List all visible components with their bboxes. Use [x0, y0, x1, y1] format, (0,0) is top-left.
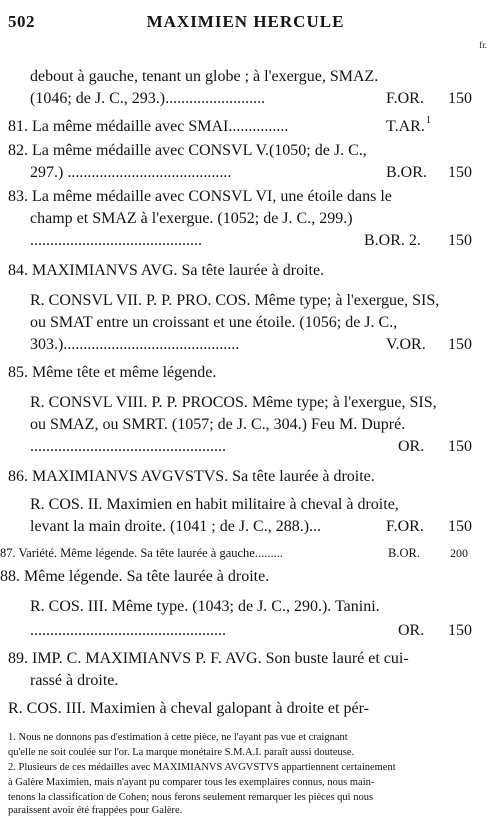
price: 200	[450, 546, 468, 560]
catalog-line	[0, 566, 491, 588]
metal-grade: B.OR.	[388, 546, 420, 560]
catalog-line	[0, 260, 491, 282]
catalog-line	[0, 516, 491, 538]
line-text: 85. Même tête et même légende.	[8, 364, 217, 381]
footnote-line: qu'elle ne soit coulée sur l'or. La marque monétaire S.M.A.I. paraît aussi douteuse.	[8, 747, 355, 758]
footnote-line: à Galère Maximien, mais n'ayant pu comparer tous les exemplaires connus, nous main-	[8, 777, 375, 788]
price: 150	[448, 164, 472, 181]
catalog-line	[0, 312, 491, 334]
catalog-line	[0, 542, 491, 564]
footnote-ref: 1	[426, 115, 431, 126]
catalog-line	[0, 436, 491, 458]
line-text: 82. La même médaille avec CONSVL V.(1050; de J. C.,	[8, 142, 367, 159]
line-text: 83. La même médaille avec CONSVL VI, une étoile dans le	[8, 188, 392, 205]
line-text: .................................................	[30, 622, 226, 639]
catalog-line	[0, 116, 491, 138]
line-text: R. COS. III. Même type. (1043; de J. C., 290.). Tanini.	[30, 598, 380, 615]
catalog-line	[0, 140, 491, 162]
column-label-francs: fr.	[479, 40, 487, 50]
price: 150	[448, 336, 472, 353]
line-text: 88. Même légende. Sa tête laurée à droite.	[0, 568, 270, 585]
catalog-line	[0, 620, 491, 642]
catalog-line	[0, 466, 491, 488]
catalog-line	[0, 362, 491, 384]
metal-grade: F.OR.	[386, 518, 424, 535]
metal-grade: OR.	[398, 438, 425, 455]
page-number: 502	[8, 12, 35, 31]
page-title: MAXIMIEN HERCULE	[146, 12, 345, 31]
footnote-line: paraissent avoir été frappées pour Galère.	[8, 805, 183, 816]
catalog-line	[0, 290, 491, 312]
metal-grade: B.OR. 2.	[364, 232, 421, 249]
price: 150	[448, 232, 472, 249]
line-text: R. COS. II. Maximien en habit militaire à cheval à droite,	[30, 496, 399, 513]
line-text: levant la main droite. (1041 ; de J. C., 288.)...	[30, 518, 322, 535]
line-text: 87. Variété. Même légende. Sa tête laurée à gauche.........	[0, 546, 283, 560]
line-text: 297.) .........................................	[30, 164, 232, 181]
footnote-line: 1. Nous ne donnons pas d'estimation à cette pièce, ne l'ayant pas vue et craignant	[8, 732, 348, 743]
line-text: R. COS. III. Maximien à cheval galopant à droite et pér-	[8, 700, 369, 717]
line-text: 81. La même médaille avec SMAI...............	[8, 118, 289, 135]
line-text: 89. IMP. C. MAXIMIANVS P. F. AVG. Son buste lauré et cui-	[8, 650, 409, 667]
line-text: ...........................................	[30, 232, 202, 249]
metal-grade: B.OR.	[386, 164, 427, 181]
line-text: (1046; de J. C., 293.).........................	[30, 90, 266, 107]
catalog-line	[0, 648, 491, 670]
catalog-line	[0, 66, 491, 88]
catalog-line	[0, 414, 491, 436]
metal-grade: F.OR.	[386, 90, 424, 107]
line-text: ou SMAZ, ou SMRT. (1057; de J. C., 304.) Feu M. Dupré.	[30, 416, 406, 433]
catalog-line	[0, 186, 491, 208]
catalog-line	[0, 494, 491, 516]
catalog-line	[0, 230, 491, 252]
metal-grade: OR.	[398, 622, 425, 639]
catalog-line	[0, 88, 491, 110]
line-text: rassé à droite.	[30, 672, 119, 689]
line-text: 303.)............................................	[30, 336, 240, 353]
line-text: R. CONSVL VII. P. P. PRO. COS. Même type; à l'exergue, SIS,	[30, 292, 440, 309]
price: 150	[448, 622, 472, 639]
catalog-line	[0, 162, 491, 184]
price: 150	[448, 438, 472, 455]
catalog-line	[0, 670, 491, 692]
line-text: 84. MAXIMIANVS AVG. Sa tête laurée à droite.	[8, 262, 325, 279]
line-text: 86. MAXIMIANVS AVGVSTVS. Sa tête laurée à droite.	[8, 468, 375, 485]
catalog-line	[0, 334, 491, 356]
catalog-line	[0, 208, 491, 230]
catalog-line	[0, 392, 491, 414]
line-text: champ et SMAZ à l'exergue. (1052; de J. C., 299.)	[30, 210, 353, 227]
footnote-line: tenons la classification de Cohen; nous ferons seulement remarquer les pièces qui nous	[8, 792, 374, 803]
metal-grade: V.OR.	[386, 336, 426, 353]
price: 150	[448, 90, 472, 107]
line-text: .................................................	[30, 438, 226, 455]
price: 150	[448, 518, 472, 535]
catalog-line	[0, 596, 491, 618]
catalog-line	[0, 698, 491, 720]
line-text: R. CONSVL VIII. P. P. PROCOS. Même type; à l'exergue, SIS,	[30, 394, 437, 411]
line-text: ou SMAT entre un croissant et une étoile. (1056; de J. C.,	[30, 314, 398, 331]
footnote-line: 2. Plusieurs de ces médailles avec MAXIMIANVS AVGVSTVS appartiennent certainement	[8, 762, 396, 773]
line-text: debout à gauche, tenant un globe ; à l'exergue, SMAZ.	[30, 68, 379, 85]
metal-grade: T.AR.	[386, 118, 425, 135]
